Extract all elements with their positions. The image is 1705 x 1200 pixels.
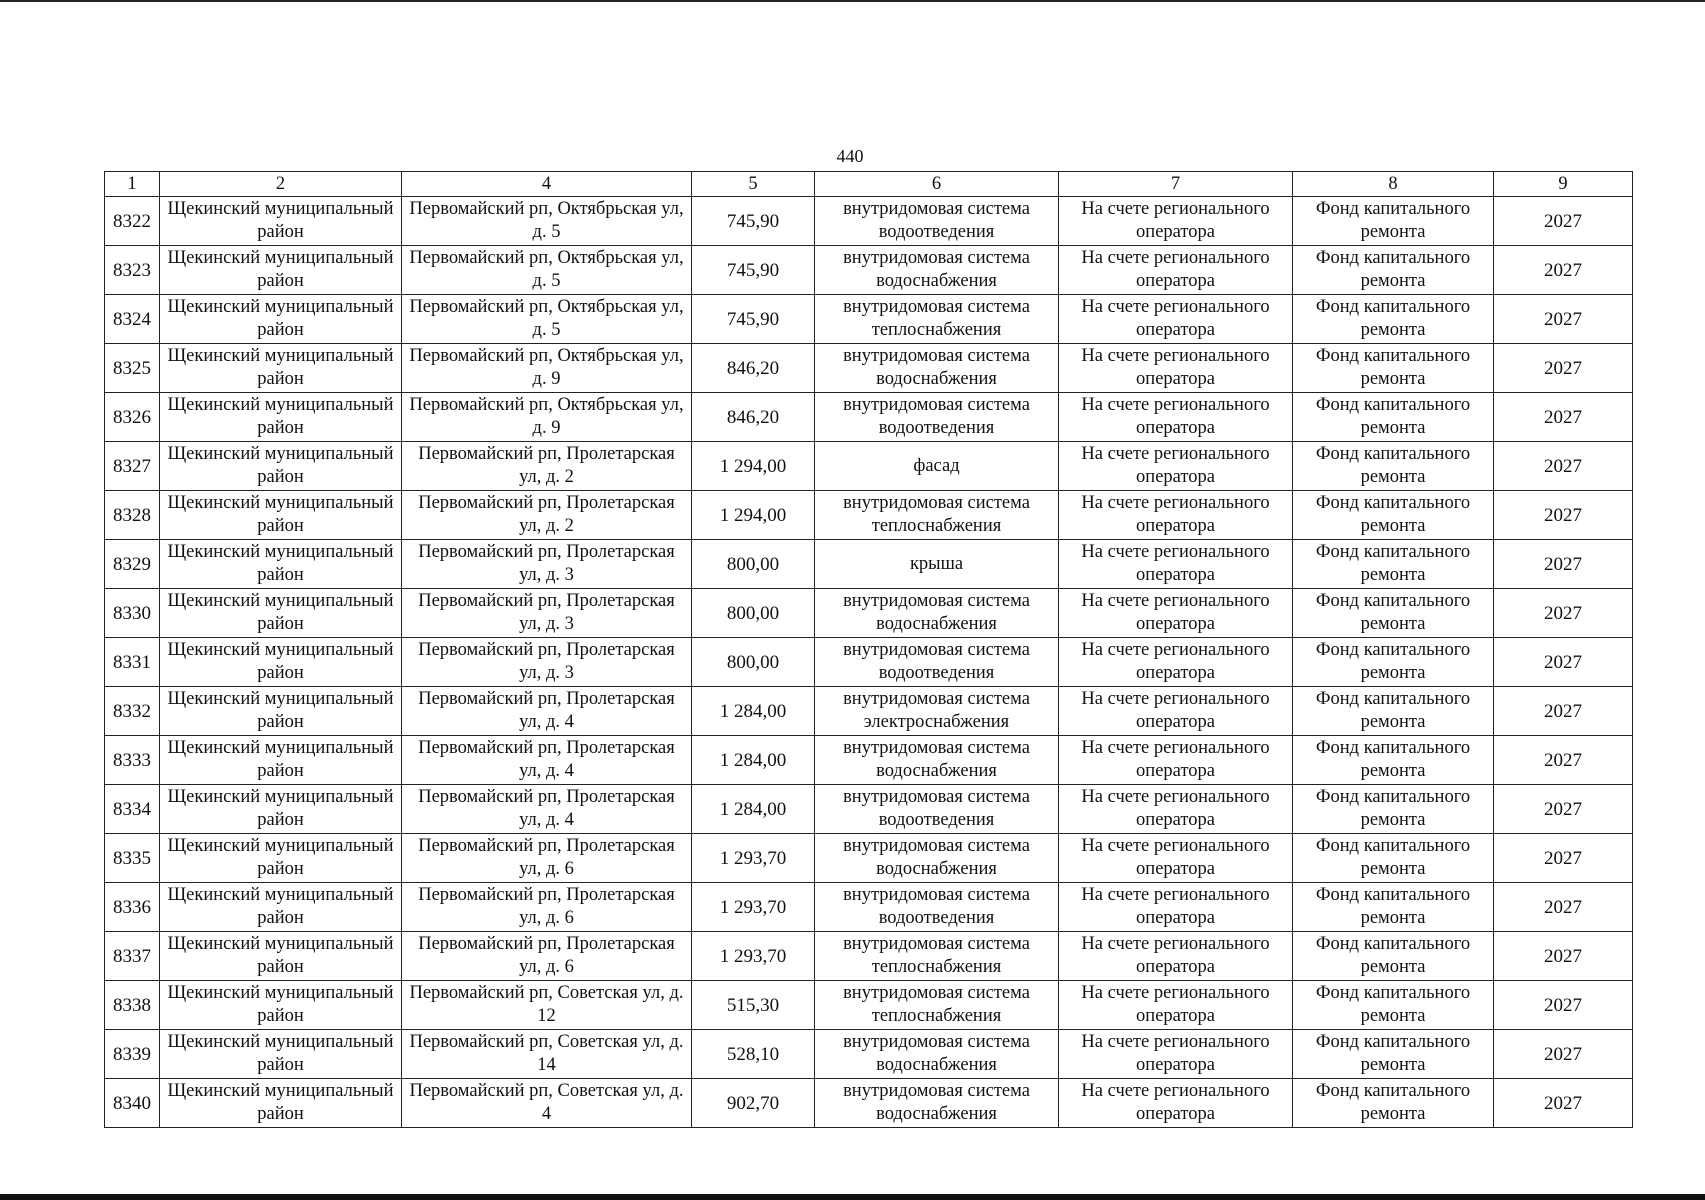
funding-source-cell: Фонд капитального ремонта — [1293, 932, 1494, 981]
capital-repair-table — [104, 171, 1633, 1128]
row-number-cell: 8331 — [105, 638, 160, 687]
account-method-cell: На счете регионального оператора — [1059, 540, 1293, 589]
year-cell: 2027 — [1494, 589, 1633, 638]
work-type-cell: внутридомовая система водоснабжения — [815, 1079, 1059, 1128]
funding-source-cell: Фонд капитального ремонта — [1293, 687, 1494, 736]
year-cell: 2027 — [1494, 981, 1633, 1030]
work-type-cell: внутридомовая система теплоснабжения — [815, 491, 1059, 540]
cost-cell: 1 284,00 — [692, 687, 815, 736]
municipality-cell: Щекинский муниципальный район — [160, 1030, 402, 1079]
municipality-cell: Щекинский муниципальный район — [160, 638, 402, 687]
top-border-line — [0, 0, 1705, 2]
table-row — [105, 834, 1633, 883]
table-header — [105, 172, 1633, 197]
year-cell: 2027 — [1494, 540, 1633, 589]
row-number-cell: 8324 — [105, 295, 160, 344]
account-method-cell: На счете регионального оператора — [1059, 197, 1293, 246]
cost-cell: 1 293,70 — [692, 883, 815, 932]
account-method-cell: На счете регионального оператора — [1059, 981, 1293, 1030]
address-cell: Первомайский рп, Пролетарская ул, д. 3 — [402, 540, 692, 589]
year-cell: 2027 — [1494, 1079, 1633, 1128]
year-cell: 2027 — [1494, 197, 1633, 246]
column-header-8: 8 — [1293, 172, 1494, 197]
cost-cell: 528,10 — [692, 1030, 815, 1079]
work-type-cell: внутридомовая система водоснабжения — [815, 246, 1059, 295]
funding-source-cell: Фонд капитального ремонта — [1293, 785, 1494, 834]
account-method-cell: На счете регионального оператора — [1059, 491, 1293, 540]
municipality-cell: Щекинский муниципальный район — [160, 491, 402, 540]
work-type-cell: внутридомовая система водоснабжения — [815, 1030, 1059, 1079]
header-row — [105, 172, 1633, 197]
account-method-cell: На счете регионального оператора — [1059, 246, 1293, 295]
cost-cell: 800,00 — [692, 589, 815, 638]
row-number-cell: 8336 — [105, 883, 160, 932]
cost-cell: 800,00 — [692, 540, 815, 589]
address-cell: Первомайский рп, Пролетарская ул, д. 6 — [402, 883, 692, 932]
row-number-cell: 8338 — [105, 981, 160, 1030]
table-row — [105, 1030, 1633, 1079]
page-number: 440 — [836, 146, 864, 166]
cost-cell: 800,00 — [692, 638, 815, 687]
address-cell: Первомайский рп, Октябрьская ул, д. 5 — [402, 295, 692, 344]
year-cell: 2027 — [1494, 883, 1633, 932]
row-number-cell: 8323 — [105, 246, 160, 295]
municipality-cell: Щекинский муниципальный район — [160, 932, 402, 981]
cost-cell: 1 294,00 — [692, 442, 815, 491]
year-cell: 2027 — [1494, 785, 1633, 834]
address-cell: Первомайский рп, Советская ул, д. 12 — [402, 981, 692, 1030]
municipality-cell: Щекинский муниципальный район — [160, 687, 402, 736]
work-type-cell: внутридомовая система теплоснабжения — [815, 932, 1059, 981]
work-type-cell: внутридомовая система водоотведения — [815, 197, 1059, 246]
address-cell: Первомайский рп, Советская ул, д. 4 — [402, 1079, 692, 1128]
funding-source-cell: Фонд капитального ремонта — [1293, 1030, 1494, 1079]
account-method-cell: На счете регионального оператора — [1059, 932, 1293, 981]
table-row — [105, 393, 1633, 442]
address-cell: Первомайский рп, Октябрьская ул, д. 5 — [402, 197, 692, 246]
account-method-cell: На счете регионального оператора — [1059, 785, 1293, 834]
work-type-cell: внутридомовая система водоснабжения — [815, 589, 1059, 638]
column-header-6: 6 — [815, 172, 1059, 197]
funding-source-cell: Фонд капитального ремонта — [1293, 638, 1494, 687]
municipality-cell: Щекинский муниципальный район — [160, 246, 402, 295]
year-cell: 2027 — [1494, 393, 1633, 442]
funding-source-cell: Фонд капитального ремонта — [1293, 344, 1494, 393]
municipality-cell: Щекинский муниципальный район — [160, 344, 402, 393]
table-row — [105, 344, 1633, 393]
work-type-cell: внутридомовая система водоснабжения — [815, 736, 1059, 785]
address-cell: Первомайский рп, Пролетарская ул, д. 4 — [402, 687, 692, 736]
work-type-cell: внутридомовая система водоотведения — [815, 785, 1059, 834]
year-cell: 2027 — [1494, 687, 1633, 736]
year-cell: 2027 — [1494, 491, 1633, 540]
address-cell: Первомайский рп, Пролетарская ул, д. 2 — [402, 491, 692, 540]
column-header-5: 5 — [692, 172, 815, 197]
year-cell: 2027 — [1494, 246, 1633, 295]
address-cell: Первомайский рп, Пролетарская ул, д. 4 — [402, 785, 692, 834]
row-number-cell: 8335 — [105, 834, 160, 883]
funding-source-cell: Фонд капитального ремонта — [1293, 295, 1494, 344]
account-method-cell: На счете регионального оператора — [1059, 687, 1293, 736]
funding-source-cell: Фонд капитального ремонта — [1293, 246, 1494, 295]
work-type-cell: внутридомовая система водоснабжения — [815, 834, 1059, 883]
municipality-cell: Щекинский муниципальный район — [160, 540, 402, 589]
address-cell: Первомайский рп, Октябрьская ул, д. 9 — [402, 344, 692, 393]
bottom-border-line — [0, 1194, 1705, 1200]
year-cell: 2027 — [1494, 736, 1633, 785]
year-cell: 2027 — [1494, 834, 1633, 883]
work-type-cell: внутридомовая система водоотведения — [815, 638, 1059, 687]
cost-cell: 846,20 — [692, 344, 815, 393]
municipality-cell: Щекинский муниципальный район — [160, 393, 402, 442]
address-cell: Первомайский рп, Октябрьская ул, д. 5 — [402, 246, 692, 295]
funding-source-cell: Фонд капитального ремонта — [1293, 589, 1494, 638]
cost-cell: 846,20 — [692, 393, 815, 442]
cost-cell: 515,30 — [692, 981, 815, 1030]
table-row — [105, 883, 1633, 932]
municipality-cell: Щекинский муниципальный район — [160, 1079, 402, 1128]
table-row — [105, 687, 1633, 736]
account-method-cell: На счете регионального оператора — [1059, 736, 1293, 785]
work-type-cell: внутридомовая система водоотведения — [815, 393, 1059, 442]
table-row — [105, 197, 1633, 246]
table-row — [105, 442, 1633, 491]
account-method-cell: На счете регионального оператора — [1059, 344, 1293, 393]
account-method-cell: На счете регионального оператора — [1059, 834, 1293, 883]
row-number-cell: 8339 — [105, 1030, 160, 1079]
funding-source-cell: Фонд капитального ремонта — [1293, 883, 1494, 932]
year-cell: 2027 — [1494, 1030, 1633, 1079]
year-cell: 2027 — [1494, 344, 1633, 393]
municipality-cell: Щекинский муниципальный район — [160, 589, 402, 638]
work-type-cell: внутридомовая система теплоснабжения — [815, 295, 1059, 344]
municipality-cell: Щекинский муниципальный район — [160, 736, 402, 785]
funding-source-cell: Фонд капитального ремонта — [1293, 393, 1494, 442]
address-cell: Первомайский рп, Пролетарская ул, д. 3 — [402, 589, 692, 638]
row-number-cell: 8330 — [105, 589, 160, 638]
table-row — [105, 246, 1633, 295]
cost-cell: 1 294,00 — [692, 491, 815, 540]
table-row — [105, 295, 1633, 344]
funding-source-cell: Фонд капитального ремонта — [1293, 834, 1494, 883]
municipality-cell: Щекинский муниципальный район — [160, 883, 402, 932]
row-number-cell: 8326 — [105, 393, 160, 442]
table-row — [105, 932, 1633, 981]
row-number-cell: 8322 — [105, 197, 160, 246]
table-row — [105, 589, 1633, 638]
column-header-2: 2 — [160, 172, 402, 197]
cost-cell: 745,90 — [692, 197, 815, 246]
cost-cell: 745,90 — [692, 246, 815, 295]
row-number-cell: 8334 — [105, 785, 160, 834]
table-row — [105, 785, 1633, 834]
table-row — [105, 736, 1633, 785]
row-number-cell: 8328 — [105, 491, 160, 540]
funding-source-cell: Фонд капитального ремонта — [1293, 736, 1494, 785]
cost-cell: 1 293,70 — [692, 834, 815, 883]
account-method-cell: На счете регионального оператора — [1059, 1030, 1293, 1079]
table-row — [105, 1079, 1633, 1128]
account-method-cell: На счете регионального оператора — [1059, 442, 1293, 491]
column-header-4: 4 — [402, 172, 692, 197]
column-header-9: 9 — [1494, 172, 1633, 197]
year-cell: 2027 — [1494, 932, 1633, 981]
cost-cell: 902,70 — [692, 1079, 815, 1128]
funding-source-cell: Фонд капитального ремонта — [1293, 197, 1494, 246]
table-row — [105, 540, 1633, 589]
municipality-cell: Щекинский муниципальный район — [160, 785, 402, 834]
funding-source-cell: Фонд капитального ремонта — [1293, 540, 1494, 589]
work-type-cell: внутридомовая система электроснабжения — [815, 687, 1059, 736]
municipality-cell: Щекинский муниципальный район — [160, 442, 402, 491]
funding-source-cell: Фонд капитального ремонта — [1293, 1079, 1494, 1128]
municipality-cell: Щекинский муниципальный район — [160, 295, 402, 344]
address-cell: Первомайский рп, Советская ул, д. 14 — [402, 1030, 692, 1079]
account-method-cell: На счете регионального оператора — [1059, 589, 1293, 638]
cost-cell: 1 293,70 — [692, 932, 815, 981]
table-body — [105, 197, 1633, 1128]
cost-cell: 745,90 — [692, 295, 815, 344]
work-type-cell: внутридомовая система теплоснабжения — [815, 981, 1059, 1030]
address-cell: Первомайский рп, Октябрьская ул, д. 9 — [402, 393, 692, 442]
account-method-cell: На счете регионального оператора — [1059, 883, 1293, 932]
account-method-cell: На счете регионального оператора — [1059, 295, 1293, 344]
row-number-cell: 8333 — [105, 736, 160, 785]
municipality-cell: Щекинский муниципальный район — [160, 834, 402, 883]
row-number-cell: 8329 — [105, 540, 160, 589]
funding-source-cell: Фонд капитального ремонта — [1293, 442, 1494, 491]
funding-source-cell: Фонд капитального ремонта — [1293, 981, 1494, 1030]
account-method-cell: На счете регионального оператора — [1059, 1079, 1293, 1128]
address-cell: Первомайский рп, Пролетарская ул, д. 6 — [402, 834, 692, 883]
municipality-cell: Щекинский муниципальный район — [160, 981, 402, 1030]
cost-cell: 1 284,00 — [692, 736, 815, 785]
row-number-cell: 8327 — [105, 442, 160, 491]
address-cell: Первомайский рп, Пролетарская ул, д. 4 — [402, 736, 692, 785]
table-row — [105, 981, 1633, 1030]
year-cell: 2027 — [1494, 442, 1633, 491]
table-row — [105, 491, 1633, 540]
work-type-cell: крыша — [815, 540, 1059, 589]
year-cell: 2027 — [1494, 638, 1633, 687]
funding-source-cell: Фонд капитального ремонта — [1293, 491, 1494, 540]
column-header-7: 7 — [1059, 172, 1293, 197]
row-number-cell: 8325 — [105, 344, 160, 393]
work-type-cell: внутридомовая система водоснабжения — [815, 344, 1059, 393]
year-cell: 2027 — [1494, 295, 1633, 344]
municipality-cell: Щекинский муниципальный район — [160, 197, 402, 246]
row-number-cell: 8340 — [105, 1079, 160, 1128]
address-cell: Первомайский рп, Пролетарская ул, д. 2 — [402, 442, 692, 491]
address-cell: Первомайский рп, Пролетарская ул, д. 6 — [402, 932, 692, 981]
account-method-cell: На счете регионального оператора — [1059, 393, 1293, 442]
work-type-cell: внутридомовая система водоотведения — [815, 883, 1059, 932]
column-header-1: 1 — [105, 172, 160, 197]
account-method-cell: На счете регионального оператора — [1059, 638, 1293, 687]
work-type-cell: фасад — [815, 442, 1059, 491]
row-number-cell: 8332 — [105, 687, 160, 736]
cost-cell: 1 284,00 — [692, 785, 815, 834]
table-row — [105, 638, 1633, 687]
row-number-cell: 8337 — [105, 932, 160, 981]
address-cell: Первомайский рп, Пролетарская ул, д. 3 — [402, 638, 692, 687]
